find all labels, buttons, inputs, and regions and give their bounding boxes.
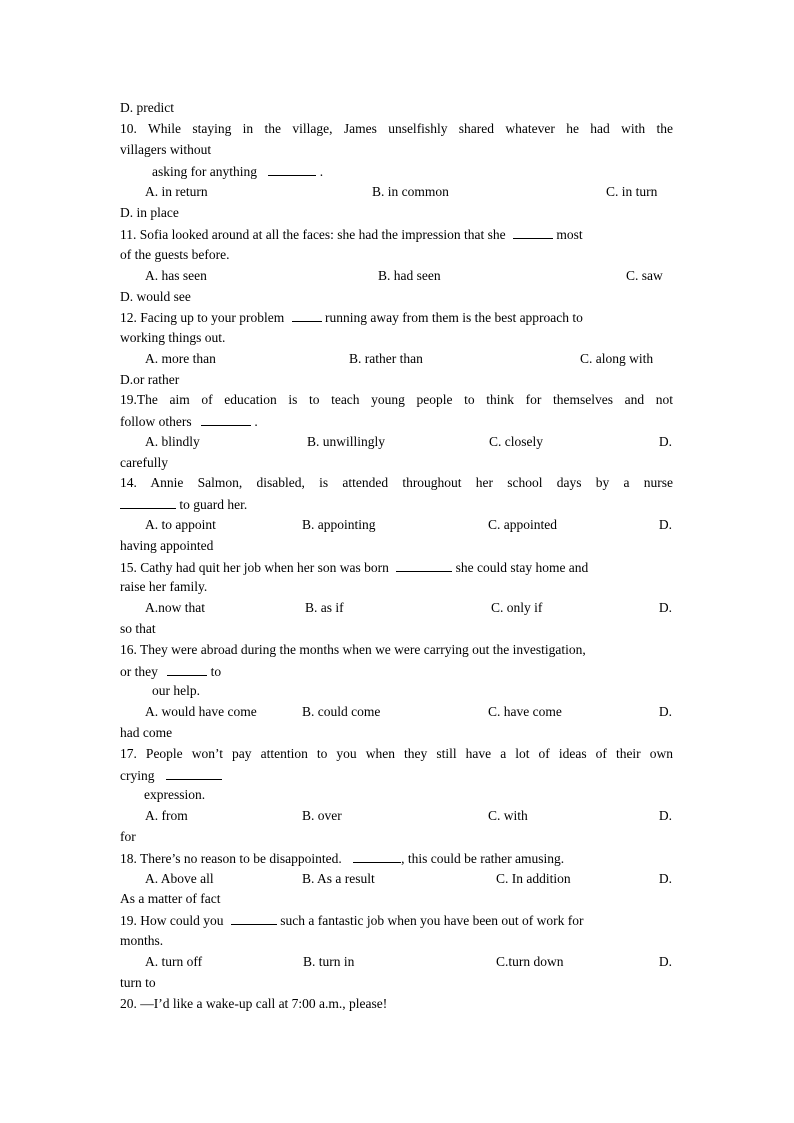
question-19-option-d: turn to: [120, 975, 156, 990]
question-10-line-1: 10. While staying in the village, James unselfishly shared whatever he had with the: [120, 121, 673, 136]
option-b: B. had seen: [378, 268, 441, 283]
option-c: C. along with: [580, 351, 654, 366]
option-b: B. appointing: [302, 517, 376, 532]
option-a: A. turn off: [145, 954, 203, 969]
question-16-text: or they: [120, 664, 158, 679]
question-10-end: .: [316, 164, 324, 179]
question-12-text: 12. Facing up to your problem: [120, 310, 285, 325]
question-10-line-3: [152, 161, 673, 181]
question-13-line-1: 19.The aim of education is to teach young people to think for themselves and not: [120, 392, 673, 407]
question-18-line-1: [120, 848, 673, 868]
answer-blank: [231, 910, 277, 925]
question-19-options: [0, 952, 794, 972]
question-12-line-2: working things out.: [120, 330, 226, 345]
question-18-option-d: As a matter of fact: [120, 891, 221, 906]
question-15-option-d: so that: [120, 621, 156, 636]
option-a: A. from: [145, 808, 188, 823]
answer-blank: [166, 765, 222, 780]
answer-blank: [513, 224, 553, 239]
question-12-line-1: [120, 307, 673, 327]
option-d-label: D.: [658, 517, 672, 532]
question-11-options: [0, 266, 794, 286]
question-19-line-2: months.: [120, 933, 164, 948]
answer-blank: [201, 411, 251, 426]
question-17-line-3: expression.: [144, 787, 206, 802]
question-15-options: [0, 598, 794, 618]
question-11-option-d: D. would see: [120, 289, 191, 304]
option-c: C. closely: [489, 434, 543, 449]
option-b: B. rather than: [349, 351, 423, 366]
question-10-options: [0, 182, 794, 202]
option-c: C.turn down: [496, 954, 564, 969]
question-17-text: crying: [120, 768, 155, 783]
question-15-text: 15. Cathy had quit her job when her son was born: [120, 560, 389, 575]
option-a: A. blindly: [145, 434, 200, 449]
question-16-end: to: [207, 664, 222, 679]
question-10-text: asking for anything: [152, 164, 257, 179]
question-18-text: 18. There’s no reason to be disappointed.: [120, 851, 342, 866]
question-20-line-1: 20. —I’d like a wake-up call at 7:00 a.m., please!: [120, 996, 388, 1011]
question-11-line-2: of the guests before.: [120, 247, 230, 262]
option-a: A. would have come: [145, 704, 257, 719]
option-a: A. Above all: [145, 871, 214, 886]
line-d-predict: D. predict: [120, 100, 174, 115]
question-18-end: , this could be rather amusing.: [401, 851, 565, 866]
question-11-text: 11. Sofia looked around at all the faces: she had the impression that she: [120, 227, 506, 242]
question-11-line-1: [120, 224, 673, 244]
answer-blank: [292, 307, 322, 322]
answer-blank: [120, 494, 176, 509]
option-d-label: D.: [658, 954, 672, 969]
answer-blank: [268, 161, 316, 176]
question-17-option-d: for: [120, 829, 136, 844]
question-16-line-1: 16. They were abroad during the months when we were carrying out the investigation,: [120, 642, 586, 657]
answer-blank: [353, 848, 401, 863]
option-b: B. unwillingly: [307, 434, 386, 449]
question-13-text: follow others: [120, 414, 192, 429]
option-a: A. in return: [145, 184, 208, 199]
question-16-line-2: [120, 661, 673, 681]
question-15-end: she could stay home and: [452, 560, 589, 575]
question-14-line-1: 14. Annie Salmon, disabled, is attended throughout her school days by a nurse: [120, 475, 673, 490]
option-c: C. appointed: [488, 517, 557, 532]
question-14-line-2: [120, 494, 673, 514]
option-a: A.now that: [145, 600, 205, 615]
question-18-options: [0, 869, 794, 889]
question-12-end: running away from them is the best approach to: [321, 310, 583, 325]
question-14-end: to guard her.: [176, 497, 248, 512]
option-a: A. to appoint: [145, 517, 216, 532]
option-d-label: D.: [658, 434, 672, 449]
question-19-text: 19. How could you: [120, 913, 224, 928]
question-10-option-d: D. in place: [120, 205, 179, 220]
answer-blank: [167, 661, 207, 676]
question-10-line-2: villagers without: [120, 142, 212, 157]
question-13-line-2: [120, 411, 673, 431]
option-c: C. In addition: [496, 871, 571, 886]
question-19-end: such a fantastic job when you have been out of work for: [276, 913, 584, 928]
option-c: C. saw: [626, 268, 663, 283]
option-d-label: D.: [658, 704, 672, 719]
option-b: B. As a result: [302, 871, 375, 886]
question-17-options: [0, 806, 794, 826]
question-14-options: [0, 515, 794, 535]
option-b: B. turn in: [303, 954, 355, 969]
option-c: C. have come: [488, 704, 562, 719]
option-b: B. as if: [305, 600, 344, 615]
question-17-line-2: [120, 765, 673, 785]
option-d-label: D.: [658, 871, 672, 886]
option-c: C. only if: [491, 600, 543, 615]
option-d-label: D.: [658, 808, 672, 823]
option-c: C. in turn: [606, 184, 658, 199]
question-14-option-d: having appointed: [120, 538, 214, 553]
question-15-line-1: [120, 557, 673, 577]
option-a: A. has seen: [145, 268, 207, 283]
question-19-line-1: [120, 910, 673, 930]
question-13-option-d: carefully: [120, 455, 168, 470]
question-12-option-d: D.or rather: [120, 372, 180, 387]
question-16-line-3: our help.: [152, 683, 200, 698]
option-b: B. over: [302, 808, 342, 823]
question-11-end: most: [553, 227, 583, 242]
option-d-label: D.: [658, 600, 672, 615]
option-b: B. could come: [302, 704, 381, 719]
question-15-line-2: raise her family.: [120, 579, 208, 594]
question-16-options: [0, 702, 794, 722]
question-12-options: [0, 349, 794, 369]
question-16-option-d: had come: [120, 725, 173, 740]
option-c: C. with: [488, 808, 528, 823]
option-b: B. in common: [372, 184, 449, 199]
question-17-line-1: 17. People won’t pay attention to you when they still have a lot of ideas of their own: [120, 746, 673, 761]
option-a: A. more than: [145, 351, 216, 366]
answer-blank: [396, 557, 452, 572]
question-13-options: [0, 432, 794, 452]
question-13-end: .: [251, 414, 258, 429]
